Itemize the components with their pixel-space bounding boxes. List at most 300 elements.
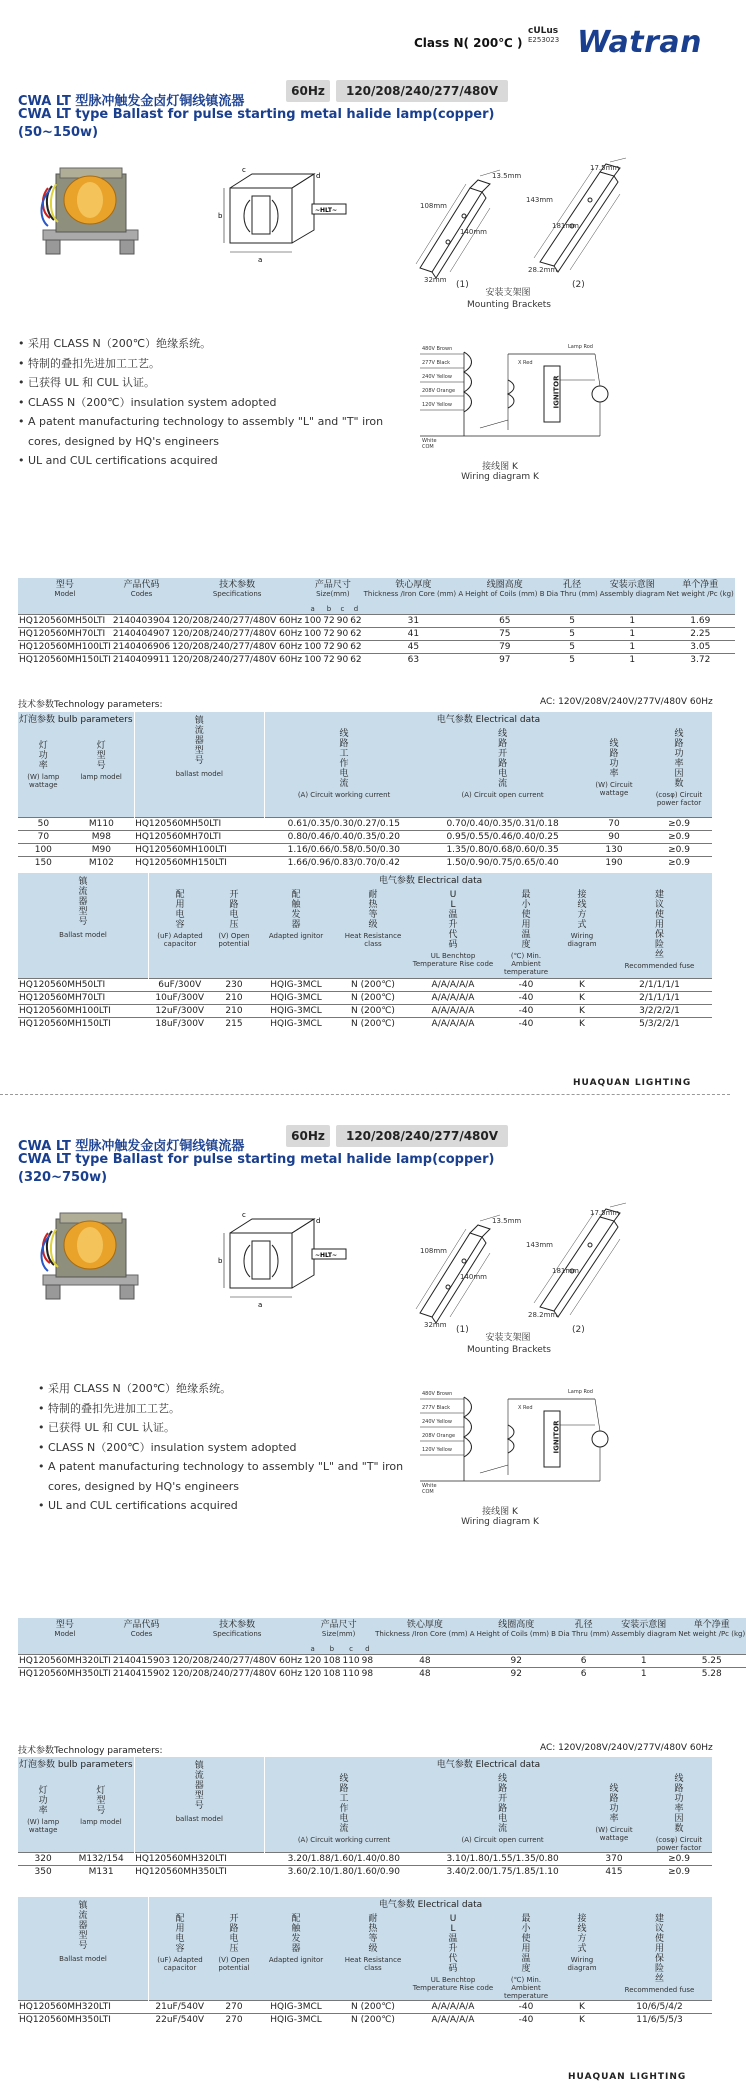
size-col-label: d bbox=[365, 1644, 370, 1653]
electrical-cell: 1.50/0.90/0.75/0.65/0.40 bbox=[423, 856, 582, 869]
spec-header: 孔径 Dia Thru (mm) bbox=[546, 580, 598, 598]
circuit-wattage-head: 线路功率 (W) Circuit wattage bbox=[595, 739, 633, 797]
spec-cell: HQ120560MH70LTI bbox=[18, 627, 112, 640]
spec-cell: HQ120560MH100LTI bbox=[19, 641, 111, 652]
electrical-row-2 bbox=[18, 2001, 712, 2014]
spec-cell: 110 bbox=[342, 1655, 360, 1666]
spec-cell: 5 bbox=[546, 627, 599, 640]
electrical-cell: 0.61/0.35/0.30/0.27/0.15 bbox=[264, 817, 423, 830]
bulb-params-header: 灯泡参数 bulb parameters bbox=[18, 712, 134, 725]
spec-cell: 1 bbox=[599, 614, 666, 627]
wiring-caption-en: Wiring diagram K bbox=[461, 1517, 539, 1527]
spec-cell: 31 bbox=[363, 614, 464, 627]
spec-header: 型号 Model bbox=[54, 580, 76, 598]
mounting-brackets bbox=[400, 158, 660, 308]
power-factor-head: 线路功率因数 (cosφ) Circuit power factor bbox=[655, 1774, 703, 1852]
spec-cell: 65 bbox=[464, 614, 545, 627]
electrical-row-2 bbox=[18, 1004, 712, 1017]
feature-item: • UL and CUL certifications acquired bbox=[38, 1496, 408, 1516]
spec-cell: 5.25 bbox=[677, 1654, 746, 1667]
feature-item: • 采用 CLASS N（200℃）绝缘系统。 bbox=[38, 1379, 408, 1399]
title-cn: CWA LT 型脉冲触发金卤灯铜线镇流器 bbox=[18, 1139, 245, 1154]
dimension-drawing bbox=[200, 1213, 365, 1318]
electrical-cell: 1.66/0.96/0.83/0.70/0.42 bbox=[264, 856, 423, 869]
bracket-dim-a: 13.5mm bbox=[492, 1217, 522, 1225]
wiring-tap-label: 480V Brown bbox=[422, 1391, 453, 1397]
electrical-cell-2: 3/2/2/2/1 bbox=[607, 1004, 712, 1017]
electrical-cell-2: HQ120560MH150LTI bbox=[18, 1017, 149, 1030]
wiring-tap-label: 208V Orange bbox=[422, 1433, 456, 1439]
electrical-cell: ≥0.9 bbox=[646, 830, 712, 843]
electrical-cell: HQ120560MH150LTI bbox=[134, 856, 264, 869]
spec-cell: 2.25 bbox=[666, 627, 735, 640]
wiring-lamp-rod: Lamp Rod bbox=[568, 344, 593, 350]
spec-cell: 92 bbox=[476, 1654, 557, 1667]
electrical-cell-2: N (200℃) bbox=[335, 1004, 411, 1017]
dim-label-a: a bbox=[258, 256, 263, 264]
electrical-head-2: 建议使用保险丝 Recommended fuse bbox=[624, 890, 695, 970]
spec-row bbox=[18, 640, 735, 653]
spec-cell: 2140403904 bbox=[112, 615, 171, 626]
wiring-x-label: X Red bbox=[518, 1405, 533, 1411]
spec-row bbox=[18, 627, 735, 640]
dim-label-d: d bbox=[316, 172, 321, 180]
electrical-head-2: 配触发器 Adapted ignitor bbox=[268, 1914, 324, 1964]
electrical-table-1 bbox=[18, 1757, 712, 1879]
dimension-drawing bbox=[200, 168, 365, 273]
spec-cell: 45 bbox=[363, 640, 464, 653]
spec-cell: 90 bbox=[336, 654, 349, 665]
spec-cell: 2140415902 bbox=[112, 1668, 171, 1679]
electrical-cell-2: HQ120560MH320LTI bbox=[18, 2001, 149, 2014]
brand-logo: Watran bbox=[577, 25, 703, 60]
electrical-cell: ≥0.9 bbox=[646, 856, 712, 869]
electrical-cell: M110 bbox=[69, 817, 134, 830]
electrical-cell-2: HQIG-3MCL bbox=[257, 2014, 335, 2027]
spec-header: 型号 Model bbox=[54, 1620, 76, 1638]
bracket-dim-g: 181mm bbox=[552, 222, 579, 230]
spec-header: 单个净重 Net weight /Pc (kg) bbox=[666, 580, 734, 598]
spec-cell: 100 bbox=[304, 615, 322, 626]
bracket-caption-cn: 安装支架图 bbox=[485, 1333, 531, 1343]
bracket-dim-h: 28.2mm bbox=[528, 266, 558, 274]
bracket-dim-f: 143mm bbox=[526, 196, 553, 204]
electrical-cell: 415 bbox=[582, 1866, 646, 1879]
spec-cell: 1 bbox=[599, 640, 666, 653]
open-current-head: 线路开路电流 (A) Circuit open current bbox=[461, 729, 544, 799]
size-col-label: a bbox=[310, 604, 315, 613]
spec-cell: 2140415903 bbox=[112, 1655, 171, 1666]
wiring-tap-label: 480V Brown bbox=[422, 346, 453, 352]
spec-cell: 5 bbox=[546, 640, 599, 653]
electrical-cell-2: -40 bbox=[495, 991, 557, 1004]
spec-cell: 108 bbox=[323, 1655, 341, 1666]
size-col-label: a bbox=[310, 1644, 315, 1653]
spec-header: 线圈高度 Height of Coils (mm) B bbox=[465, 580, 545, 598]
feature-item: • 特制的叠扣先进加工工艺。 bbox=[18, 354, 388, 374]
size-col-label: d bbox=[353, 604, 359, 613]
ul-number: E253023 bbox=[528, 36, 560, 44]
spec-cell: 98 bbox=[361, 1668, 374, 1679]
wiring-tap-label: 240V Yellow bbox=[422, 1419, 452, 1425]
electrical-cell-2: 18uF/300V bbox=[149, 1017, 212, 1030]
bracket-dim-b: 108mm bbox=[420, 1247, 447, 1255]
spec-cell: 62 bbox=[350, 628, 362, 639]
spec-cell: 48 bbox=[374, 1667, 475, 1680]
spec-cell: 1.69 bbox=[666, 614, 735, 627]
spec-cell: 120/208/240/277/480V 60Hz bbox=[172, 1668, 303, 1679]
electrical-data-header: 电气参数 Electrical data bbox=[436, 715, 541, 725]
title-en-range: (50~150w) bbox=[18, 125, 99, 140]
electrical-cell-2: HQIG-3MCL bbox=[257, 1017, 335, 1030]
electrical-head-2: 配触发器 Adapted ignitor bbox=[268, 890, 324, 940]
electrical-table-2 bbox=[18, 873, 712, 1030]
wiring-caption-en: Wiring diagram K bbox=[461, 472, 539, 482]
spec-cell: 120/208/240/277/480V 60Hz bbox=[172, 641, 303, 652]
lamp-wattage-head: 灯功率 (W) lamp wattage bbox=[27, 741, 60, 789]
wiring-drawing bbox=[420, 340, 620, 460]
electrical-cell: 100 bbox=[18, 843, 69, 856]
ignitor-label: IGNITOR bbox=[552, 1420, 561, 1454]
spec-header: 单个净重 Net weight /Pc (kg) bbox=[678, 1620, 746, 1638]
feature-item: • CLASS N（200℃）insulation system adopted bbox=[38, 1438, 408, 1458]
wiring-com-label: White COM bbox=[422, 1483, 437, 1495]
electrical-cell: 3.10/1.80/1.55/1.35/0.80 bbox=[423, 1853, 582, 1866]
power-factor-head: 线路功率因数 (cosφ) Circuit power factor bbox=[655, 729, 703, 807]
tech-ac-label: AC: 120V/208V/240V/277V/480V 60Hz bbox=[540, 697, 713, 707]
feature-item: cores, designed by HQ's engineers bbox=[48, 1479, 239, 1493]
ballast-photo bbox=[38, 1203, 148, 1313]
spec-header: 铁心厚度 Thickness /Iron Core (mm) A bbox=[375, 1620, 475, 1638]
electrical-cell-2: N (200℃) bbox=[335, 991, 411, 1004]
spec-cell: 2140406906 bbox=[112, 641, 171, 652]
electrical-head-2: 接线方式 Wiring diagram bbox=[567, 1914, 597, 1972]
electrical-cell-2: 6uF/300V bbox=[149, 978, 212, 991]
bracket-dim-f: 143mm bbox=[526, 1241, 553, 1249]
spec-header: 安装示意图 Assembly diagram bbox=[611, 1620, 677, 1638]
electrical-cell-2: N (200℃) bbox=[335, 1017, 411, 1030]
voltage-badge: 120/208/240/277/480V bbox=[336, 80, 508, 102]
electrical-cell: HQ120560MH350LTI bbox=[134, 1866, 264, 1879]
electrical-cell-2: A/A/A/A/A bbox=[411, 978, 495, 991]
electrical-cell: ≥0.9 bbox=[646, 817, 712, 830]
ballast-photo bbox=[38, 158, 148, 268]
bracket-caption-en: Mounting Brackets bbox=[467, 300, 551, 310]
wiring-diagram bbox=[420, 1385, 620, 1525]
electrical-table-2 bbox=[18, 1897, 712, 2027]
size-col-label: c bbox=[340, 604, 345, 613]
electrical-cell: 3.40/2.00/1.75/1.85/1.10 bbox=[423, 1866, 582, 1879]
electrical-cell-2: K bbox=[557, 2014, 607, 2027]
spec-cell: 90 bbox=[336, 615, 349, 626]
wiring-caption-cn: 接线图 K bbox=[482, 1507, 518, 1517]
spec-row bbox=[18, 653, 735, 666]
size-col-label: b bbox=[326, 604, 332, 613]
product-section-2 bbox=[0, 1045, 746, 2095]
electrical-cell: HQ120560MH100LTI bbox=[134, 843, 264, 856]
bracket-number-2: (2) bbox=[572, 1325, 585, 1335]
spec-cell: 3.72 bbox=[666, 653, 735, 666]
electrical-cell-2: K bbox=[557, 2001, 607, 2014]
spec-cell: 72 bbox=[323, 654, 335, 665]
electrical-row-2 bbox=[18, 1017, 712, 1030]
wiring-com-label: White COM bbox=[422, 438, 437, 450]
wiring-diagram bbox=[420, 340, 620, 480]
working-current-head: 线路工作电流 (A) Circuit working current bbox=[297, 1774, 391, 1844]
electrical-cell: ≥0.9 bbox=[646, 1866, 712, 1879]
dim-label-a: a bbox=[258, 1301, 263, 1309]
bracket-number-2: (2) bbox=[572, 280, 585, 290]
spec-row bbox=[18, 1654, 746, 1667]
bracket-dim-b: 108mm bbox=[420, 202, 447, 210]
electrical-cell: 70 bbox=[18, 830, 69, 843]
dim-label-c: c bbox=[242, 1211, 246, 1219]
spec-cell: 5 bbox=[546, 653, 599, 666]
electrical-row-2 bbox=[18, 991, 712, 1004]
feature-item: • 已获得 UL 和 CUL 认证。 bbox=[38, 1418, 408, 1438]
electrical-row bbox=[18, 817, 712, 830]
spec-cell: HQ120560MH150LTI bbox=[19, 654, 111, 665]
footer-brand-2: HUAQUAN LIGHTING bbox=[568, 2072, 687, 2082]
spec-header: 产品尺寸 Size(mm) bbox=[320, 1620, 357, 1638]
spec-cell: 97 bbox=[464, 653, 545, 666]
electrical-cell: ≥0.9 bbox=[646, 843, 712, 856]
wiring-lamp-rod: Lamp Rod bbox=[568, 1389, 593, 1395]
electrical-cell-2: N (200℃) bbox=[335, 2014, 411, 2027]
electrical-cell: 90 bbox=[582, 830, 646, 843]
spec-header: 线圈高度 Height of Coils (mm) B bbox=[476, 1620, 556, 1638]
page-divider bbox=[0, 1094, 730, 1095]
electrical-cell-2: 21uF/540V bbox=[149, 2001, 212, 2014]
electrical-cell: HQ120560MH70LTI bbox=[134, 830, 264, 843]
wiring-x-label: X Red bbox=[518, 360, 533, 366]
size-col-label: c bbox=[349, 1644, 353, 1653]
electrical-cell-2: -40 bbox=[495, 2014, 557, 2027]
ballast-model-head: 镇流器型号 ballast model bbox=[134, 1757, 264, 1853]
spec-cell: 110 bbox=[342, 1668, 360, 1679]
spec-cell: 72 bbox=[323, 628, 335, 639]
electrical-row bbox=[18, 830, 712, 843]
electrical-cell: HQ120560MH320LTI bbox=[134, 1853, 264, 1866]
spec-cell: 1 bbox=[610, 1654, 677, 1667]
spec-cell: 63 bbox=[363, 653, 464, 666]
electrical-cell: 150 bbox=[18, 856, 69, 869]
svg-text:~HLT~: ~HLT~ bbox=[315, 1252, 337, 1259]
bracket-caption-cn: 安装支架图 bbox=[485, 288, 531, 298]
wiring-tap-label: 240V Yellow bbox=[422, 374, 452, 380]
spec-cell: 5.28 bbox=[677, 1667, 746, 1680]
electrical-cell-2: 11/6/5/5/3 bbox=[607, 2014, 712, 2027]
spec-cell: 62 bbox=[350, 641, 362, 652]
footer-brand-1: HUAQUAN LIGHTING bbox=[573, 1078, 692, 1088]
electrical-cell: 190 bbox=[582, 856, 646, 869]
dim-label-c: c bbox=[242, 166, 246, 174]
spec-cell: 1 bbox=[610, 1667, 677, 1680]
wiring-tap-label: 277V Black bbox=[422, 1405, 451, 1411]
spec-cell: 120/208/240/277/480V 60Hz bbox=[172, 654, 303, 665]
electrical-data-header-2: 电气参数 Electrical data bbox=[378, 1900, 483, 1910]
tech-params-label: 技术参数Technology parameters: bbox=[18, 1746, 163, 1756]
electrical-cell-2: K bbox=[557, 1004, 607, 1017]
spec-cell: 41 bbox=[363, 627, 464, 640]
spec-cell: 3.05 bbox=[666, 640, 735, 653]
electrical-cell: 350 bbox=[18, 1866, 68, 1879]
spec-cell: 108 bbox=[323, 1668, 341, 1679]
electrical-cell: 70 bbox=[582, 817, 646, 830]
spec-cell: HQ120560MH350LTI bbox=[19, 1668, 111, 1679]
spec-header: 产品代码 Codes bbox=[123, 580, 160, 598]
electrical-cell-2: 2/1/1/1/1 bbox=[607, 978, 712, 991]
feature-item: • 采用 CLASS N（200℃）绝缘系统。 bbox=[18, 334, 388, 354]
spec-cell: 120/208/240/277/480V 60Hz bbox=[172, 1655, 303, 1666]
svg-text:~HLT~: ~HLT~ bbox=[315, 207, 337, 214]
electrical-cell-2: 215 bbox=[211, 1017, 257, 1030]
tech-ac-label: AC: 120V/208V/240V/277V/480V 60Hz bbox=[540, 1743, 713, 1753]
ballast-model-head: 镇流器型号 ballast model bbox=[134, 712, 264, 817]
electrical-row-2 bbox=[18, 978, 712, 991]
electrical-cell-2: HQ120560MH50LTI bbox=[18, 978, 149, 991]
spec-cell: 79 bbox=[464, 640, 545, 653]
electrical-cell-2: K bbox=[557, 978, 607, 991]
bracket-dim-d: 32mm bbox=[424, 1321, 447, 1329]
electrical-cell: 1.16/0.66/0.58/0.50/0.30 bbox=[264, 843, 423, 856]
electrical-cell-2: HQ120560MH70LTI bbox=[18, 991, 149, 1004]
electrical-cell: 0.80/0.46/0.40/0.35/0.20 bbox=[264, 830, 423, 843]
electrical-head-2: 最小使用温度 (℃) Min. Ambient temperature bbox=[504, 890, 548, 976]
feature-item: • A patent manufacturing technology to assembly "L" and "T" iron bbox=[38, 1457, 408, 1477]
electrical-cell-2: K bbox=[557, 991, 607, 1004]
electrical-cell-2: 10uF/300V bbox=[149, 991, 212, 1004]
wiring-caption-cn: 接线图 K bbox=[482, 462, 518, 472]
electrical-cell-2: 2/1/1/1/1 bbox=[607, 991, 712, 1004]
electrical-cell: 0.95/0.55/0.46/0.40/0.25 bbox=[423, 830, 582, 843]
electrical-cell-2: 10/6/5/4/2 bbox=[607, 2001, 712, 2014]
wiring-drawing bbox=[420, 1385, 620, 1505]
electrical-cell: 3.20/1.88/1.60/1.40/0.80 bbox=[264, 1853, 423, 1866]
electrical-head-2: UL温升代码 UL Benchtop Temperature Rise code bbox=[412, 890, 494, 968]
electrical-head-2: 建议使用保险丝 Recommended fuse bbox=[624, 1914, 695, 1994]
circuit-wattage-head: 线路功率 (W) Circuit wattage bbox=[595, 1784, 633, 1842]
spec-table bbox=[18, 1618, 746, 1680]
spec-cell: 2140404907 bbox=[112, 628, 171, 639]
feature-list bbox=[38, 1379, 408, 1516]
electrical-data-header: 电气参数 Electrical data bbox=[436, 1760, 541, 1770]
electrical-cell-2: 5/3/2/2/1 bbox=[607, 1017, 712, 1030]
wiring-tap-label: 277V Black bbox=[422, 360, 451, 366]
lamp-wattage-head: 灯功率 (W) lamp wattage bbox=[27, 1786, 60, 1834]
spec-cell: 62 bbox=[350, 654, 362, 665]
mounting-brackets bbox=[400, 1203, 660, 1353]
spec-cell: 2140409911 bbox=[112, 654, 171, 665]
spec-cell: 48 bbox=[374, 1654, 475, 1667]
electrical-cell-2: -40 bbox=[495, 978, 557, 991]
spec-cell: 120 bbox=[304, 1655, 322, 1666]
ignitor-label: IGNITOR bbox=[552, 375, 561, 409]
spec-header: 安装示意图 Assembly diagram bbox=[599, 580, 665, 598]
electrical-cell-2: 270 bbox=[211, 2014, 257, 2027]
bracket-dim-d: 32mm bbox=[424, 276, 447, 284]
tech-params-label: 技术参数Technology parameters: bbox=[18, 700, 163, 710]
bracket-dim-c: 140mm bbox=[460, 228, 487, 236]
electrical-cell-2: 230 bbox=[211, 978, 257, 991]
electrical-cell: M90 bbox=[69, 843, 134, 856]
ul-mark-text: cULus bbox=[528, 26, 559, 36]
electrical-data-header-2: 电气参数 Electrical data bbox=[378, 876, 483, 886]
electrical-cell-2: A/A/A/A/A bbox=[411, 1017, 495, 1030]
spec-cell: 90 bbox=[336, 628, 349, 639]
title-cn: CWA LT 型脉冲触发金卤灯铜线镇流器 bbox=[18, 94, 245, 109]
electrical-cell-2: 210 bbox=[211, 1004, 257, 1017]
spec-cell: HQ120560MH50LTI bbox=[18, 614, 112, 627]
electrical-cell: 1.35/0.80/0.68/0.60/0.35 bbox=[423, 843, 582, 856]
spec-cell: 75 bbox=[464, 627, 545, 640]
spec-cell: 98 bbox=[361, 1655, 374, 1666]
bracket-dim-g: 181mm bbox=[552, 1267, 579, 1275]
electrical-cell-2: K bbox=[557, 1017, 607, 1030]
spec-header: 铁心厚度 Thickness /Iron Core (mm) A bbox=[363, 580, 464, 598]
bracket-dim-e: 17.5mm bbox=[590, 164, 620, 172]
lamp-model-head: 灯型号 lamp model bbox=[68, 1770, 134, 1853]
spec-row bbox=[18, 1667, 746, 1680]
lamp-model-head: 灯型号 lamp model bbox=[69, 725, 134, 817]
bracket-dim-c: 140mm bbox=[460, 1273, 487, 1281]
electrical-row bbox=[18, 1866, 712, 1879]
electrical-cell-2: N (200℃) bbox=[335, 978, 411, 991]
spec-header: 技术参数 Specifications bbox=[212, 1620, 262, 1638]
electrical-cell: M98 bbox=[69, 830, 134, 843]
electrical-table-1 bbox=[18, 712, 712, 869]
feature-item: • CLASS N（200℃）insulation system adopted bbox=[18, 393, 388, 413]
spec-cell: 72 bbox=[323, 615, 335, 626]
electrical-cell: M102 bbox=[69, 856, 134, 869]
spec-cell: 5 bbox=[546, 614, 599, 627]
spec-cell: 100 bbox=[304, 641, 322, 652]
electrical-head-2: 开路电压 (V) Open potential bbox=[218, 1914, 250, 1972]
electrical-head-2: 耐热等级 Heat Resistance class bbox=[344, 1914, 402, 1972]
electrical-cell: M132/154 bbox=[68, 1853, 134, 1866]
spec-cell: 120/208/240/277/480V 60Hz bbox=[172, 615, 303, 626]
feature-item: • 已获得 UL 和 CUL 认证。 bbox=[18, 373, 388, 393]
electrical-cell-2: HQIG-3MCL bbox=[257, 1004, 335, 1017]
frequency-badge: 60Hz bbox=[286, 80, 330, 102]
spec-cell: 120/208/240/277/480V 60Hz bbox=[172, 628, 303, 639]
electrical-cell-2: -40 bbox=[495, 2001, 557, 2014]
electrical-head-2: 开路电压 (V) Open potential bbox=[218, 890, 250, 948]
voltage-badge: 120/208/240/277/480V bbox=[336, 1125, 508, 1147]
wiring-tap-label: 120V Yellow bbox=[422, 1447, 452, 1453]
electrical-cell-2: HQIG-3MCL bbox=[257, 978, 335, 991]
bracket-dim-e: 17.5mm bbox=[590, 1209, 620, 1217]
ballast-model-head-2: 镇流器型号 Ballast model bbox=[18, 873, 149, 978]
electrical-cell: 320 bbox=[18, 1853, 68, 1866]
electrical-row-2 bbox=[18, 2014, 712, 2027]
dim-label-b: b bbox=[218, 212, 223, 220]
electrical-cell-2: HQ120560MH350LTI bbox=[18, 2014, 149, 2027]
electrical-head-2: 耐热等级 Heat Resistance class bbox=[344, 890, 402, 948]
title-en: CWA LT type Ballast for pulse starting metal halide lamp(copper) bbox=[18, 1152, 495, 1167]
bracket-number-1: (1) bbox=[456, 1325, 469, 1335]
feature-item: • A patent manufacturing technology to assembly "L" and "T" iron bbox=[18, 412, 388, 432]
electrical-cell-2: 12uF/300V bbox=[149, 1004, 212, 1017]
feature-item: • UL and CUL certifications acquired bbox=[18, 451, 388, 471]
electrical-cell-2: A/A/A/A/A bbox=[411, 2014, 495, 2027]
spec-cell: 100 bbox=[304, 654, 322, 665]
electrical-cell-2: 22uF/540V bbox=[149, 2014, 212, 2027]
ballast-model-head-2: 镇流器型号 Ballast model bbox=[18, 1897, 149, 2001]
bracket-caption-en: Mounting Brackets bbox=[467, 1345, 551, 1355]
electrical-cell-2: 210 bbox=[211, 991, 257, 1004]
electrical-cell: 370 bbox=[582, 1853, 646, 1866]
